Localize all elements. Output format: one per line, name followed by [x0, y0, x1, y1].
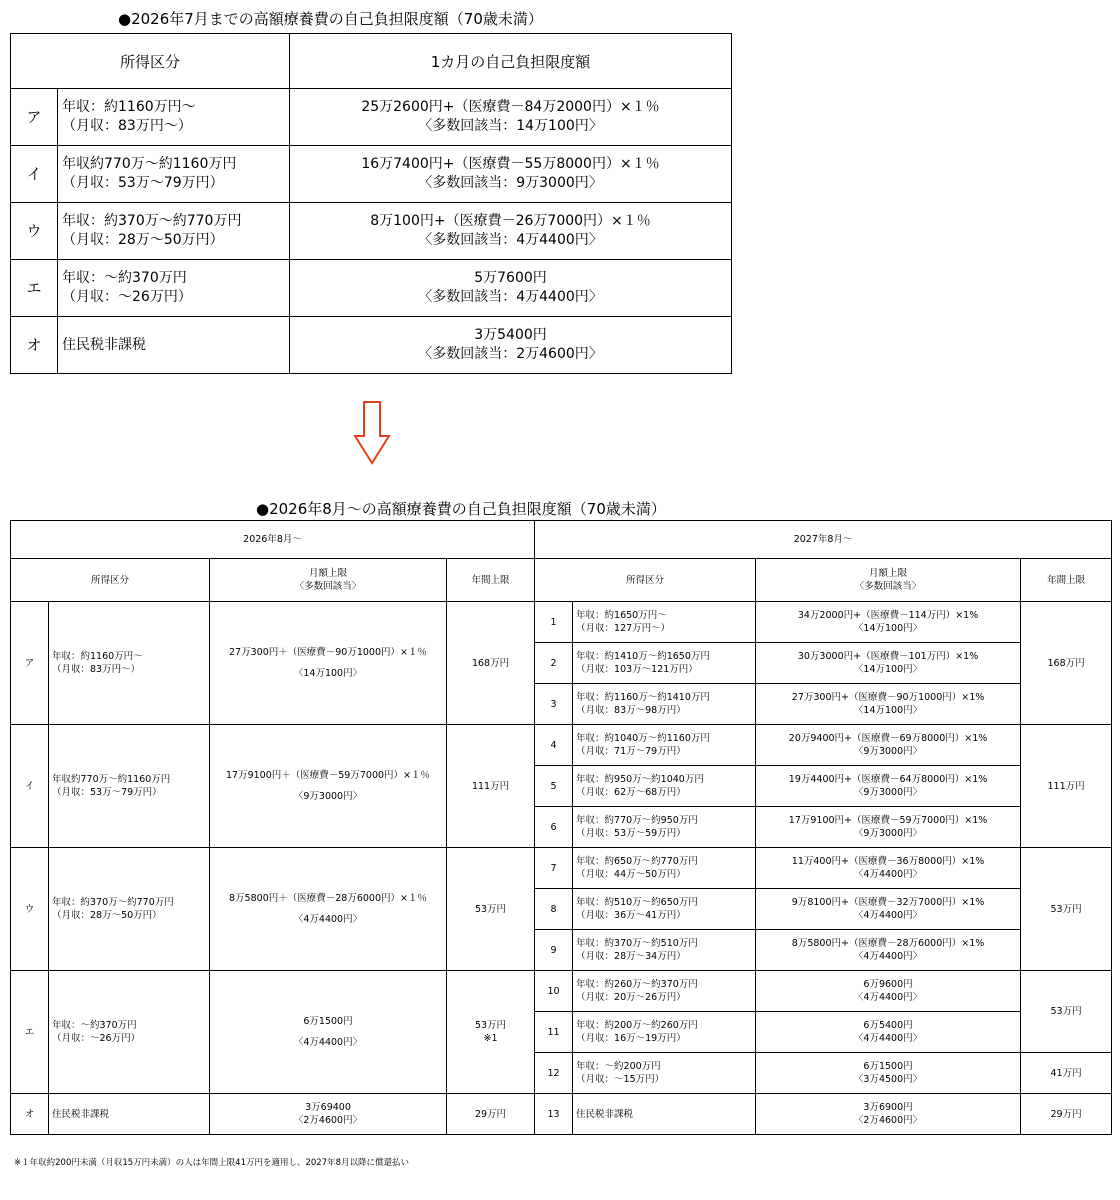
row-kana: ア [11, 89, 58, 146]
right-limit: 30万3000円+（医療費－101万円）×1% 〈14万100円〉 [756, 643, 1021, 684]
title-after: ●2026年8月～の高額療養費の自己負担限度額（70歳未満） [256, 500, 666, 518]
left-annual: 111万円 [447, 725, 535, 848]
period-2027: 2027年8月～ [535, 521, 1112, 559]
header-annual-2026: 年間上限 [447, 559, 535, 602]
left-annual: 168万円 [447, 602, 535, 725]
right-no: 1 [535, 602, 573, 643]
header-income: 所得区分 [11, 34, 290, 89]
right-annual: 111万円 [1021, 725, 1112, 848]
table-after [10, 520, 1112, 1135]
table-row [11, 146, 732, 203]
right-income: 年収：約1650万円～ （月収：127万円～） [573, 602, 756, 643]
down-arrow-icon [352, 400, 392, 466]
right-income: 住民税非課税 [573, 1094, 756, 1135]
table-row [11, 89, 732, 146]
row-income: 年収：約1160万円～ （月収：83万円～） [58, 89, 290, 146]
right-limit: 20万9400円+（医療費－69万8000円）×1% 〈9万3000円〉 [756, 725, 1021, 766]
right-income: 年収：～約200万円 （月収：～15万円） [573, 1053, 756, 1094]
header-income-2027: 所得区分 [535, 559, 756, 602]
row-income: 住民税非課税 [58, 317, 290, 374]
right-annual: 53万円 [1021, 971, 1112, 1053]
left-annual: 29万円 [447, 1094, 535, 1135]
row-limit: 5万7600円 〈多数回該当：4万4400円〉 [290, 260, 732, 317]
left-kana: エ [11, 971, 49, 1094]
table-row [11, 260, 732, 317]
right-income: 年収：約1160万～約1410万円 （月収：83万～98万円） [573, 684, 756, 725]
left-income: 年収約770万～約1160万円 （月収：53万～79万円） [49, 725, 210, 848]
left-annual: 53万円 [447, 848, 535, 971]
left-income: 年収：約1160万円～ （月収：83万円～） [49, 602, 210, 725]
table-row [11, 317, 732, 374]
left-limit: 27万300円＋（医療費－90万1000円）×１％ 〈14万100円〉 [210, 602, 447, 725]
row-kana: イ [11, 146, 58, 203]
header-monthly-2026: 月額上限 〈多数回該当〉 [210, 559, 447, 602]
row-kana: エ [11, 260, 58, 317]
right-limit: 27万300円+（医療費－90万1000円）×1% 〈14万100円〉 [756, 684, 1021, 725]
right-limit: 3万6900円 〈2万4600円〉 [756, 1094, 1021, 1135]
right-no: 7 [535, 848, 573, 889]
row-limit: 8万100円+（医療費－26万7000円）×１％ 〈多数回該当：4万4400円〉 [290, 203, 732, 260]
header-annual-2027: 年間上限 [1021, 559, 1112, 602]
right-limit: 6万5400円 〈4万4400円〉 [756, 1012, 1021, 1053]
right-income: 年収：約950万～約1040万円 （月収：62万～68万円） [573, 766, 756, 807]
right-income: 年収：約370万～約510万円 （月収：28万～34万円） [573, 930, 756, 971]
right-income: 年収：約650万～約770万円 （月収：44万～50万円） [573, 848, 756, 889]
right-limit: 19万4400円+（医療費－64万8000円）×1% 〈9万3000円〉 [756, 766, 1021, 807]
table-row [11, 725, 1112, 766]
right-limit: 34万2000円+（医療費－114万円）×1% 〈14万100円〉 [756, 602, 1021, 643]
header-income-2026: 所得区分 [11, 559, 210, 602]
right-no: 9 [535, 930, 573, 971]
row-income: 年収：約370万～約770万円 （月収：28万～50万円） [58, 203, 290, 260]
table-row [11, 203, 732, 260]
left-limit: 3万69400 〈2万4600円〉 [210, 1094, 447, 1135]
right-annual: 29万円 [1021, 1094, 1112, 1135]
table-row [11, 1094, 1112, 1135]
left-limit: 17万9100円＋（医療費－59万7000円）×１％ 〈9万3000円〉 [210, 725, 447, 848]
left-annual: 53万円 ※1 [447, 971, 535, 1094]
left-limit: 8万5800円＋（医療費－28万6000円）×１％ 〈4万4400円〉 [210, 848, 447, 971]
right-no: 10 [535, 971, 573, 1012]
right-no: 3 [535, 684, 573, 725]
right-limit: 8万5800円+（医療費－28万6000円）×1% 〈4万4400円〉 [756, 930, 1021, 971]
right-no: 2 [535, 643, 573, 684]
right-income: 年収：約260万～約370万円 （月収：20万～26万円） [573, 971, 756, 1012]
right-no: 5 [535, 766, 573, 807]
left-limit: 6万1500円 〈4万4400円〉 [210, 971, 447, 1094]
right-annual: 41万円 [1021, 1053, 1112, 1094]
left-income: 住民税非課税 [49, 1094, 210, 1135]
right-no: 13 [535, 1094, 573, 1135]
footnote-marker: ※1 [483, 1033, 498, 1044]
row-income: 年収：～約370万円 （月収：～26万円） [58, 260, 290, 317]
left-income: 年収：～約370万円 （月収：～26万円） [49, 971, 210, 1094]
title-before: ●2026年7月までの高額療養費の自己負担限度額（70歳未満） [118, 10, 543, 28]
right-income: 年収：約1040万～約1160万円 （月収：71万～79万円） [573, 725, 756, 766]
right-annual: 53万円 [1021, 848, 1112, 971]
right-limit: 6万9600円 〈4万4400円〉 [756, 971, 1021, 1012]
right-income: 年収：約770万～約950万円 （月収：53万～59万円） [573, 807, 756, 848]
row-income: 年収約770万～約1160万円 （月収：53万～79万円） [58, 146, 290, 203]
left-kana: オ [11, 1094, 49, 1135]
left-income: 年収：約370万～約770万円 （月収：28万～50万円） [49, 848, 210, 971]
right-no: 11 [535, 1012, 573, 1053]
footnote: ※１年収約200円未満（月収15万円未満）の人は年間上限41万円を適用し、2027年8月以降に償還払い [14, 1158, 410, 1168]
row-limit: 3万5400円 〈多数回該当：2万4600円〉 [290, 317, 732, 374]
table-row [11, 602, 1112, 643]
left-kana: ウ [11, 848, 49, 971]
left-kana: イ [11, 725, 49, 848]
header-limit: 1カ月の自己負担限度額 [290, 34, 732, 89]
row-kana: オ [11, 317, 58, 374]
row-limit: 25万2600円+（医療費－84万2000円）×１％ 〈多数回該当：14万100円〉 [290, 89, 732, 146]
row-limit: 16万7400円+（医療費－55万8000円）×１％ 〈多数回該当：9万3000円〉 [290, 146, 732, 203]
table-row [11, 848, 1112, 889]
right-limit: 11万400円+（医療費－36万8000円）×1% 〈4万4400円〉 [756, 848, 1021, 889]
right-annual: 168万円 [1021, 602, 1112, 725]
header-monthly-2027: 月額上限 〈多数回該当〉 [756, 559, 1021, 602]
right-no: 8 [535, 889, 573, 930]
right-no: 4 [535, 725, 573, 766]
table-before [10, 33, 732, 374]
right-income: 年収：約200万～約260万円 （月収：16万～19万円） [573, 1012, 756, 1053]
period-2026: 2026年8月～ [11, 521, 535, 559]
right-income: 年収：約510万～約650万円 （月収：36万～41万円） [573, 889, 756, 930]
row-kana: ウ [11, 203, 58, 260]
right-no: 6 [535, 807, 573, 848]
right-no: 12 [535, 1053, 573, 1094]
right-limit: 17万9100円+（医療費－59万7000円）×1% 〈9万3000円〉 [756, 807, 1021, 848]
right-income: 年収：約1410万～約1650万円 （月収：103万～121万円） [573, 643, 756, 684]
table-row [11, 971, 1112, 1012]
left-kana: ア [11, 602, 49, 725]
right-limit: 6万1500円 〈3万4500円〉 [756, 1053, 1021, 1094]
right-limit: 9万8100円+（医療費－32万7000円）×1% 〈4万4400円〉 [756, 889, 1021, 930]
